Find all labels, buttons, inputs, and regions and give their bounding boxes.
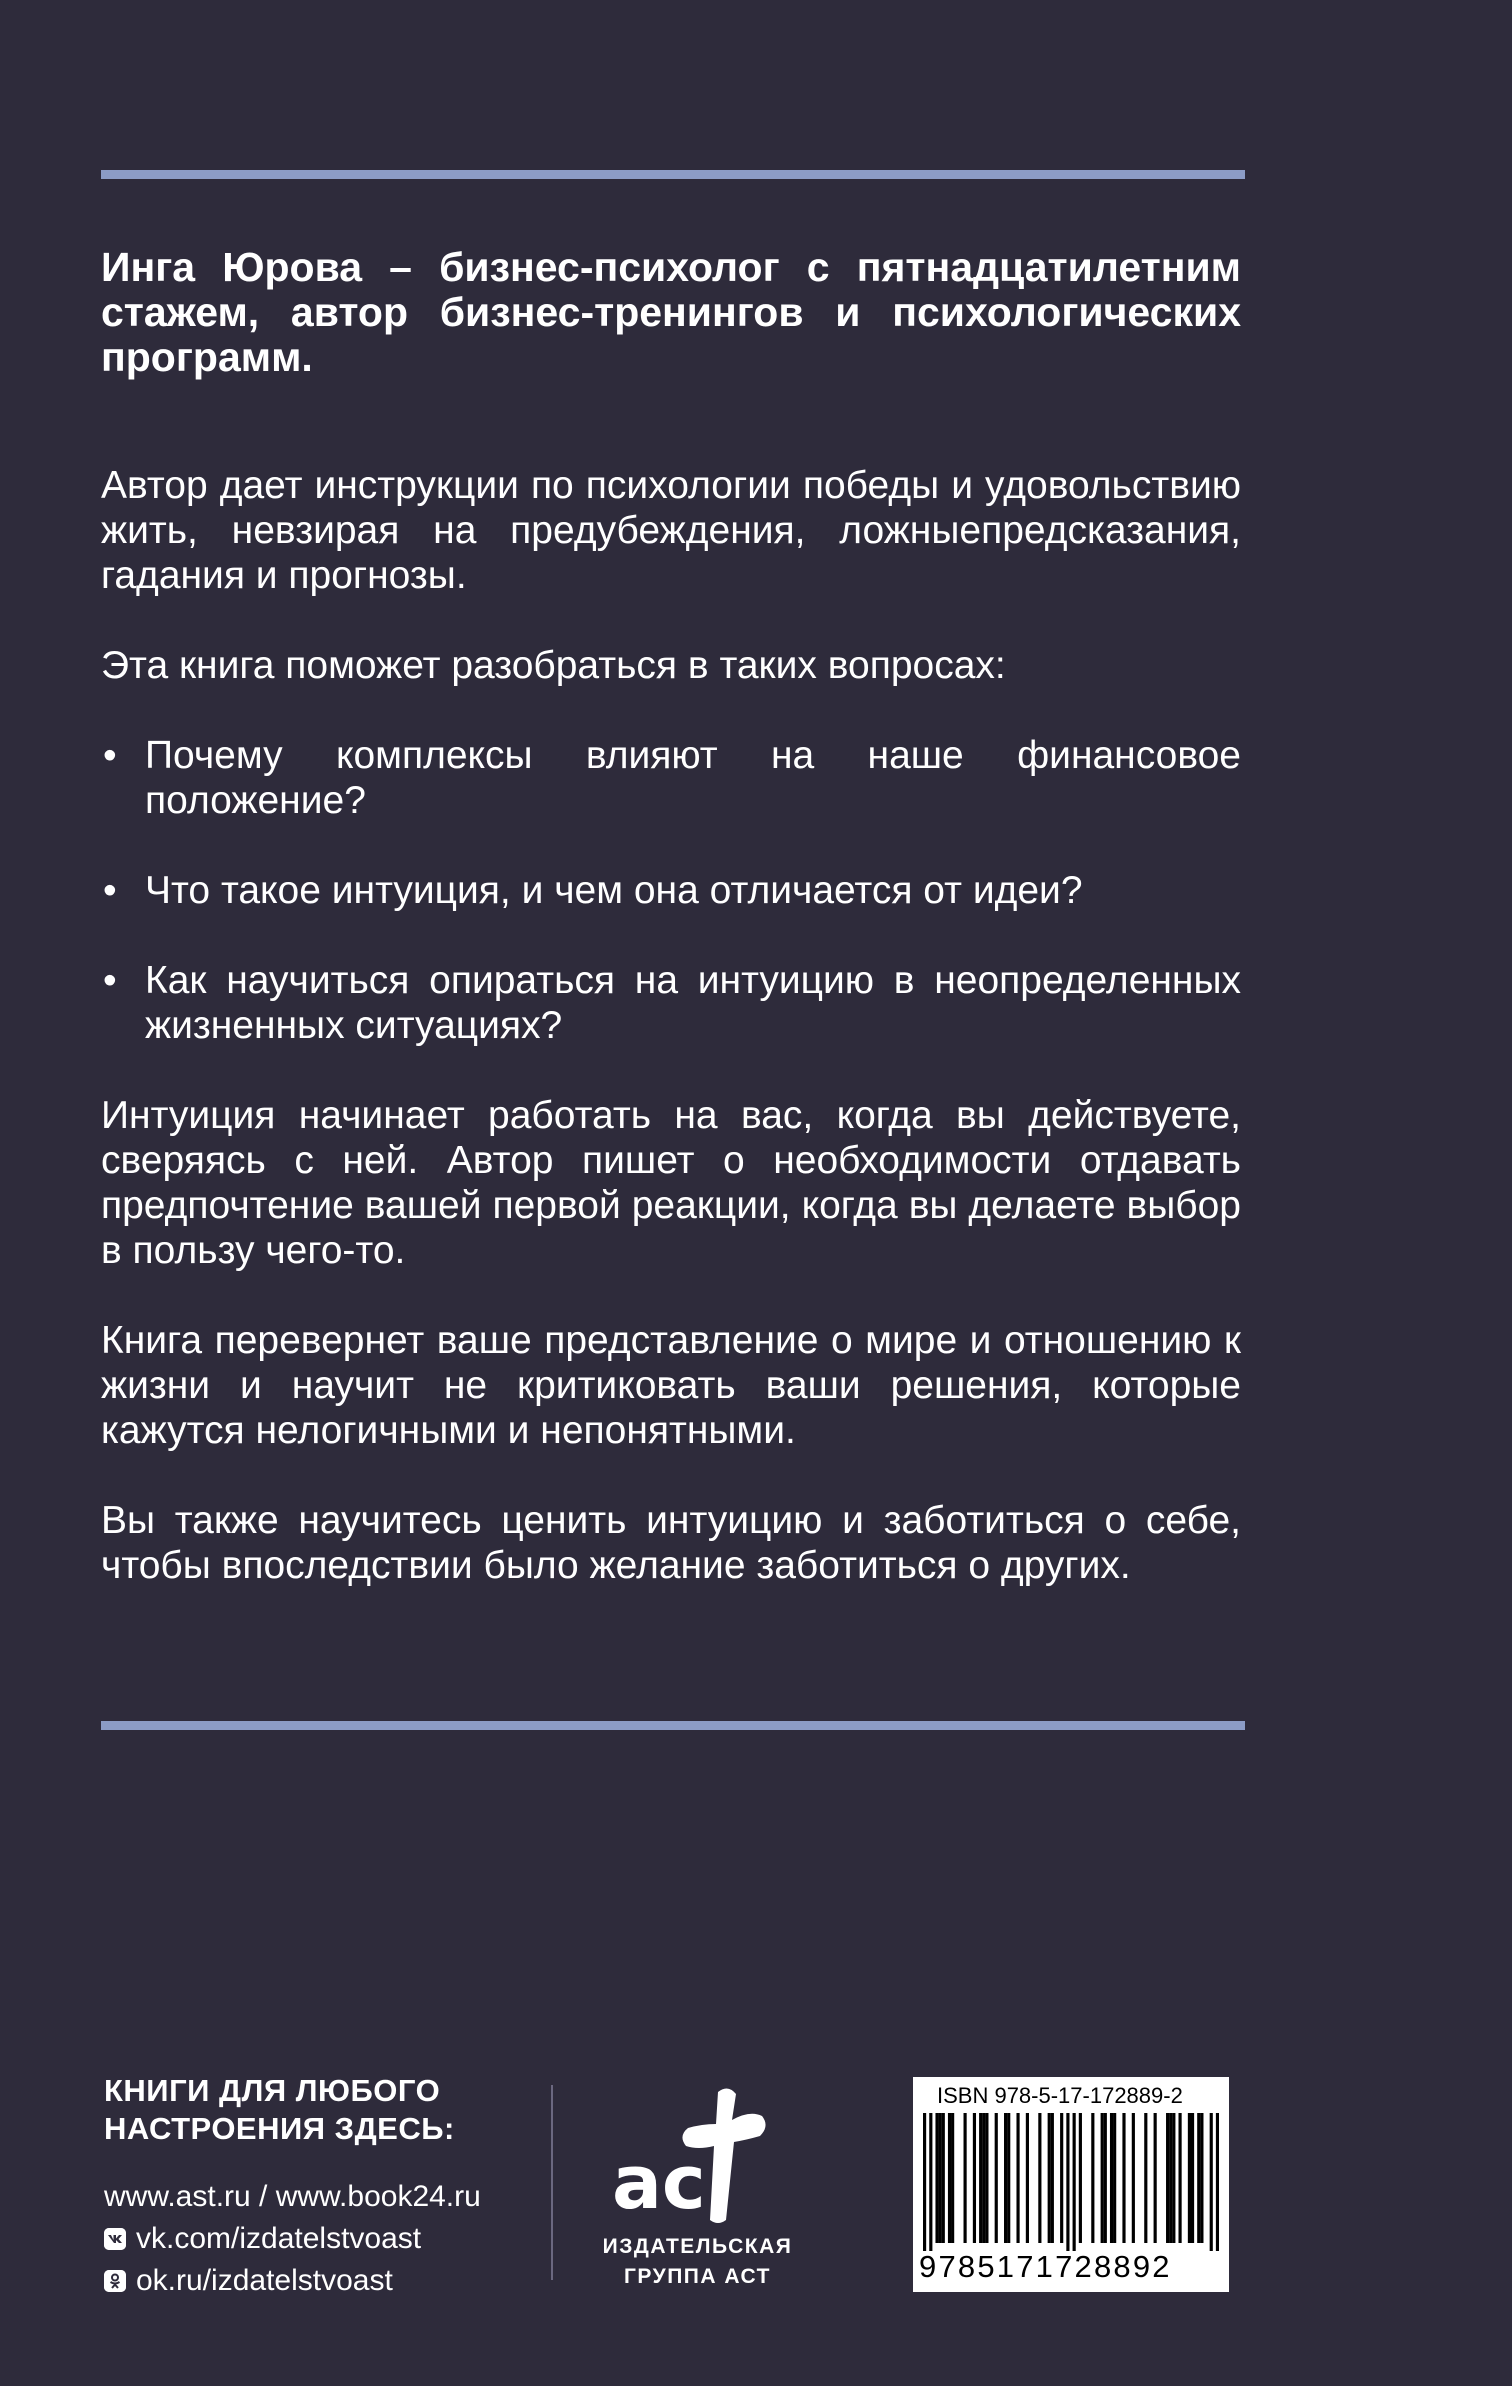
publisher-logo-block [585, 2080, 810, 2300]
barcode-bar [1216, 2113, 1219, 2251]
barcode-bar [1122, 2113, 1125, 2243]
barcode-bar [1038, 2113, 1041, 2243]
list-item-text: Что такое интуиция, и чем она отличается от идеи? [145, 869, 1083, 912]
list-item-text: Почему комплексы влияют на наше финансовое положение? [145, 734, 1241, 822]
ok-link-text[interactable]: ok.ru/izdatelstvoast [136, 2264, 393, 2297]
ok-link-row[interactable] [104, 2260, 534, 2302]
description-paragraph-4: Книга перевернет ваше представление о мире и отношению к жизни и научит не критиковать ваши решения, которые кажутся нелогичными и непонятными. [101, 1319, 1241, 1452]
barcode-bar [1060, 2113, 1063, 2243]
bullet-mark: • [103, 869, 117, 912]
barcode-bar [964, 2113, 967, 2243]
ast-logo-icon [610, 2080, 790, 2230]
barcode-bar [948, 2113, 951, 2243]
question-list [101, 733, 1241, 1048]
barcode-bar [1073, 2113, 1076, 2251]
barcode-bar [1007, 2113, 1010, 2243]
barcode-bar [1200, 2113, 1203, 2243]
vk-link-text[interactable]: vk.com/izdatelstvoast [136, 2222, 422, 2255]
barcode-bar [1110, 2113, 1113, 2243]
barcode-bar [1154, 2113, 1157, 2243]
list-item-text: Как научиться опираться на интуицию в неопределенных жизненных ситуациях? [145, 959, 1241, 1047]
footer-heading-line-1: КНИГИ ДЛЯ ЛЮБОГО [104, 2073, 441, 2108]
barcode-bar [985, 2113, 988, 2243]
isbn-label: ISBN 978-5-17-172889-2 [937, 2083, 1183, 2108]
barcode-bar [1004, 2113, 1007, 2243]
author-intro: Инга Юрова – бизнес-психолог с пятнадцатилетним стажем, автор бизнес-тренингов и психологических программ. [101, 244, 1241, 380]
website-links [104, 2176, 534, 2218]
publisher-caption [585, 2232, 810, 2292]
bullet-mark: • [103, 734, 117, 777]
barcode-bar [1113, 2113, 1116, 2243]
ok-icon [104, 2270, 126, 2292]
barcode-bar [935, 2113, 938, 2243]
website-links-text[interactable]: www.ast.ru / www.book24.ru [104, 2180, 481, 2213]
barcode-bar [982, 2113, 985, 2243]
barcode-digits: 9785171728892 [919, 2249, 1172, 2284]
barcode-bar [1048, 2113, 1051, 2243]
barcode-bar [1091, 2113, 1094, 2243]
publisher-caption-line-1: ИЗДАТЕЛЬСКАЯ [602, 2235, 793, 2258]
footer-links [104, 2176, 534, 2302]
barcode-bar [1101, 2113, 1104, 2243]
barcode-bar [1169, 2113, 1172, 2243]
barcode-bar [1104, 2113, 1107, 2243]
description-paragraph-3: Интуиция начинает работать на вас, когда вы действуете, сверяясь с ней. Автор пишет о необходимости отдавать предпочтение вашей первой реакции, когда вы делаете выбор в пользу чего-то. [101, 1094, 1241, 1272]
barcode-bar [1026, 2113, 1029, 2243]
back-cover-text [101, 245, 1241, 1588]
barcode-bar [1191, 2113, 1194, 2243]
barcode-bar [995, 2113, 998, 2243]
footer-links-block [104, 2072, 534, 2302]
vk-icon [104, 2228, 126, 2250]
barcode-bar [1066, 2113, 1069, 2251]
top-divider-line [101, 170, 1245, 179]
list-item [101, 733, 1241, 823]
isbn-barcode [913, 2077, 1229, 2292]
ast-logo-text: ac [612, 2140, 706, 2226]
barcode-bar [1172, 2113, 1175, 2243]
list-item [101, 958, 1241, 1048]
publisher-caption-line-2: ГРУППА АСТ [624, 2265, 771, 2288]
barcode-bar [951, 2113, 954, 2243]
barcode-bar [1144, 2113, 1147, 2243]
barcode-bar [1016, 2113, 1019, 2243]
description-paragraph-1: Автор дает инструкции по психологии победы и удовольствию жить, невзирая на предубеждения, ложныепредсказания, гадания и прогнозы. [101, 464, 1241, 597]
barcode-bar [973, 2113, 976, 2243]
barcode-bar [1079, 2113, 1082, 2243]
vk-link-row[interactable] [104, 2218, 534, 2260]
barcode-bar [942, 2113, 945, 2243]
bottom-divider-line [101, 1721, 1245, 1730]
description-paragraph-2: Эта книга поможет разобраться в таких вопросах: [101, 644, 1006, 687]
barcode-bar [939, 2113, 942, 2243]
barcode-bar [979, 2113, 982, 2243]
barcode-bar [1132, 2113, 1135, 2243]
footer-heading [104, 2072, 534, 2148]
description-paragraph-5: Вы также научитесь ценить интуицию и заботиться о себе, чтобы впоследствии было желание заботиться о других. [101, 1499, 1241, 1587]
barcode-bar [1051, 2113, 1054, 2243]
barcode-bar [1166, 2113, 1169, 2243]
barcode-bars [923, 2113, 1219, 2251]
bullet-mark: • [103, 959, 117, 1002]
barcode-bar [1210, 2113, 1213, 2251]
footer-vertical-divider [551, 2085, 553, 2280]
footer-heading-line-2: НАСТРОЕНИЯ ЗДЕСЬ: [104, 2111, 455, 2146]
barcode-bar [1188, 2113, 1191, 2243]
barcode-bar [923, 2113, 926, 2251]
barcode-bar [1178, 2113, 1181, 2243]
list-item [101, 868, 1241, 913]
barcode-bar [1197, 2113, 1200, 2243]
barcode-bar [929, 2113, 932, 2251]
